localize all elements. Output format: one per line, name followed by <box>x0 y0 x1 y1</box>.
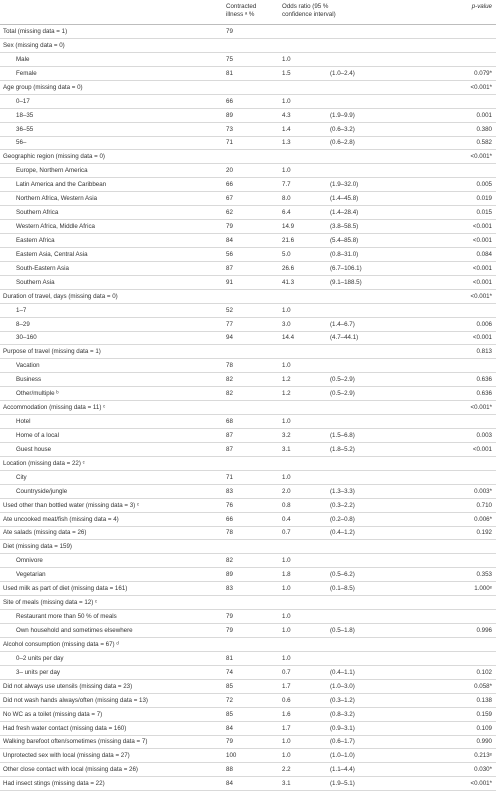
row-confidence-interval: (0.2–0.8) <box>330 515 355 523</box>
row-confidence-interval: (1.4–45.8) <box>330 195 359 203</box>
row-confidence-interval: (0.3–2.2) <box>330 501 355 509</box>
row-percent: 84 <box>226 236 233 244</box>
row-odds-ratio: 0.7 <box>282 529 291 537</box>
row-label: Business <box>16 376 42 384</box>
table-row <box>0 401 496 415</box>
row-confidence-interval: (1.9–9.9) <box>330 111 355 119</box>
row-confidence-interval: (0.3–1.2) <box>330 696 355 704</box>
row-confidence-interval: (9.1–188.5) <box>330 278 362 286</box>
row-percent: 85 <box>226 682 233 690</box>
row-p-value: 0.015 <box>476 209 492 217</box>
table-row <box>0 749 496 763</box>
row-label: Southern Asia <box>16 278 55 286</box>
row-percent: 89 <box>226 571 233 579</box>
row-p-value: 0.003* <box>474 487 492 495</box>
row-percent: 82 <box>226 376 233 384</box>
row-confidence-interval: (0.5–2.9) <box>330 390 355 398</box>
row-label: Walking barefoot often/sometimes (missing data = 7) <box>3 738 148 746</box>
row-percent: 88 <box>226 766 233 774</box>
table-row <box>0 777 496 791</box>
row-odds-ratio: 3.1 <box>282 780 291 788</box>
row-label: Omnivore <box>16 557 43 565</box>
row-label: Site of meals (missing data = 12) ᶜ <box>3 599 98 607</box>
row-odds-ratio: 1.0 <box>282 654 291 662</box>
row-percent: 73 <box>226 125 233 133</box>
row-p-value: <0.001 <box>472 223 492 231</box>
table-row <box>0 25 496 39</box>
table-row <box>0 722 496 736</box>
row-label: Ate uncooked meat/fish (missing data = 4) <box>3 515 119 523</box>
row-percent: 87 <box>226 264 233 272</box>
row-confidence-interval: (0.6–2.8) <box>330 139 355 147</box>
row-confidence-interval: (1.3–3.3) <box>330 487 355 495</box>
row-percent: 85 <box>226 710 233 718</box>
row-label: Age group (missing data = 0) <box>3 83 83 91</box>
row-percent: 66 <box>226 97 233 105</box>
row-label: Countryside/jungle <box>16 487 68 495</box>
table-row <box>0 638 496 652</box>
row-confidence-interval: (0.5–2.9) <box>330 376 355 384</box>
row-label: Alcohol consumption (missing data = 67) ᵈ <box>3 640 119 648</box>
row-odds-ratio: 1.2 <box>282 390 291 398</box>
table-row <box>0 387 496 401</box>
row-confidence-interval: (1.0–1.0) <box>330 752 355 760</box>
table-row <box>0 53 496 67</box>
table-row <box>0 457 496 471</box>
table-row <box>0 763 496 777</box>
row-label: Unprotected sex with local (missing data = 27) <box>3 752 130 760</box>
row-percent: 87 <box>226 445 233 453</box>
row-confidence-interval: (0.5–1.8) <box>330 626 355 634</box>
table-row <box>0 262 496 276</box>
row-odds-ratio: 1.0 <box>282 557 291 565</box>
table-row <box>0 304 496 318</box>
row-percent: 71 <box>226 139 233 147</box>
row-confidence-interval: (1.0–3.0) <box>330 682 355 690</box>
row-percent: 75 <box>226 55 233 63</box>
row-label: Ate salads (missing data = 26) <box>3 529 87 537</box>
row-percent: 81 <box>226 654 233 662</box>
row-odds-ratio: 0.4 <box>282 515 291 523</box>
table-row <box>0 81 496 95</box>
row-p-value: <0.001* <box>470 780 492 788</box>
row-confidence-interval: (0.5–6.2) <box>330 571 355 579</box>
row-confidence-interval: (1.4–28.4) <box>330 209 359 217</box>
row-odds-ratio: 1.0 <box>282 613 291 621</box>
row-p-value: 0.996 <box>476 626 492 634</box>
row-label: Own household and sometimes elsewhere <box>16 626 133 634</box>
row-p-value: 0.213ᵉ <box>474 752 492 760</box>
table-row <box>0 192 496 206</box>
row-odds-ratio: 14.9 <box>282 223 295 231</box>
row-percent: 81 <box>226 69 233 77</box>
row-percent: 84 <box>226 780 233 788</box>
row-label: 3– units per day <box>16 668 61 676</box>
row-label: Guest house <box>16 445 52 453</box>
row-confidence-interval: (1.1–4.4) <box>330 766 355 774</box>
table-row <box>0 596 496 610</box>
table-row <box>0 318 496 332</box>
row-label: Western Africa, Middle Africa <box>16 223 95 231</box>
row-percent: 71 <box>226 473 233 481</box>
row-label: Duration of travel, days (missing data = 0) <box>3 292 118 300</box>
row-odds-ratio: 1.2 <box>282 376 291 384</box>
row-odds-ratio: 2.2 <box>282 766 291 774</box>
row-p-value: <0.001* <box>470 292 492 300</box>
row-odds-ratio: 3.0 <box>282 320 291 328</box>
row-confidence-interval: (0.4–1.2) <box>330 529 355 537</box>
table-row <box>0 359 496 373</box>
row-confidence-interval: (0.9–3.1) <box>330 724 355 732</box>
table-row <box>0 290 496 304</box>
row-label: Eastern Asia, Central Asia <box>16 250 88 258</box>
row-p-value: 0.192 <box>476 529 492 537</box>
row-percent: 87 <box>226 431 233 439</box>
row-percent: 67 <box>226 195 233 203</box>
table-row <box>0 554 496 568</box>
table-header <box>0 0 496 25</box>
row-p-value: 0.380 <box>476 125 492 133</box>
row-confidence-interval: (1.8–5.2) <box>330 445 355 453</box>
table-row <box>0 220 496 234</box>
row-percent: 100 <box>226 752 237 760</box>
row-percent: 74 <box>226 668 233 676</box>
row-percent: 79 <box>226 626 233 634</box>
row-p-value: 0.006 <box>476 320 492 328</box>
row-p-value: 0.003 <box>476 431 492 439</box>
row-p-value: 0.636 <box>476 390 492 398</box>
row-confidence-interval: (0.6–1.7) <box>330 738 355 746</box>
row-label: Had fresh water contact (missing data = 160) <box>3 724 127 732</box>
row-confidence-interval: (0.6–3.2) <box>330 125 355 133</box>
row-odds-ratio: 1.0 <box>282 55 291 63</box>
row-odds-ratio: 7.7 <box>282 181 291 189</box>
row-label: Geographic region (missing data = 0) <box>3 153 105 161</box>
table-row <box>0 582 496 596</box>
row-percent: 84 <box>226 724 233 732</box>
row-label: No WC as a toilet (missing data = 7) <box>3 710 103 718</box>
row-p-value: 0.030* <box>474 766 492 774</box>
row-label: Diet (missing data = 159) <box>3 543 72 551</box>
row-label: Male <box>16 55 30 63</box>
row-label: Used milk as part of diet (missing data = 161) <box>3 585 128 593</box>
table-row <box>0 150 496 164</box>
row-label: Did not always use utensils (missing data = 23) <box>3 682 133 690</box>
row-percent: 20 <box>226 167 233 175</box>
table-row <box>0 485 496 499</box>
row-label: Had insect stings (missing data = 22) <box>3 780 105 788</box>
row-confidence-interval: (6.7–106.1) <box>330 264 362 272</box>
row-percent: 89 <box>226 111 233 119</box>
table-row <box>0 276 496 290</box>
table-row <box>0 735 496 749</box>
row-confidence-interval: (4.7–44.1) <box>330 334 359 342</box>
row-p-value: 0.636 <box>476 376 492 384</box>
row-p-value: 0.813 <box>476 348 492 356</box>
row-percent: 79 <box>226 613 233 621</box>
row-label: 0–17 <box>16 97 30 105</box>
row-odds-ratio: 1.8 <box>282 571 291 579</box>
row-confidence-interval: (0.4–1.1) <box>330 668 355 676</box>
row-label: Accommodation (missing data = 11) ᶜ <box>3 404 106 412</box>
row-label: 56– <box>16 139 27 147</box>
row-p-value: <0.001* <box>470 83 492 91</box>
row-label: Northern Africa, Western Asia <box>16 195 98 203</box>
row-odds-ratio: 0.7 <box>282 668 291 676</box>
row-p-value: 0.582 <box>476 139 492 147</box>
row-percent: 52 <box>226 306 233 314</box>
row-odds-ratio: 21.6 <box>282 236 295 244</box>
row-p-value: 0.079* <box>474 69 492 77</box>
row-odds-ratio: 14.4 <box>282 334 295 342</box>
row-odds-ratio: 1.6 <box>282 710 291 718</box>
row-odds-ratio: 1.7 <box>282 682 291 690</box>
row-p-value: <0.001 <box>472 445 492 453</box>
header-odds-ratio: Odds ratio (95 % confidence interval) <box>282 3 336 18</box>
row-odds-ratio: 6.4 <box>282 209 291 217</box>
row-label: Southern Africa <box>16 209 59 217</box>
table-row <box>0 499 496 513</box>
row-label: 0–2 units per day <box>16 654 64 662</box>
table-row <box>0 345 496 359</box>
table-row <box>0 429 496 443</box>
row-odds-ratio: 5.0 <box>282 250 291 258</box>
table-row <box>0 331 496 345</box>
row-label: Vacation <box>16 362 40 370</box>
row-odds-ratio: 1.4 <box>282 125 291 133</box>
row-odds-ratio: 1.0 <box>282 418 291 426</box>
row-odds-ratio: 1.3 <box>282 139 291 147</box>
table-row <box>0 708 496 722</box>
table-row <box>0 206 496 220</box>
table-row <box>0 373 496 387</box>
row-p-value: 0.990 <box>476 738 492 746</box>
row-label: Sex (missing data = 0) <box>3 41 65 49</box>
row-label: Used other than bottled water (missing data = 3) ᶜ <box>3 501 140 509</box>
row-percent: 56 <box>226 250 233 258</box>
row-label: Other/multiple ᵇ <box>16 390 59 398</box>
row-label: 8–29 <box>16 320 30 328</box>
row-label: Vegetarian <box>16 571 46 579</box>
row-label: South-Eastern Asia <box>16 264 69 272</box>
row-percent: 72 <box>226 696 233 704</box>
row-percent: 66 <box>226 515 233 523</box>
row-odds-ratio: 1.0 <box>282 626 291 634</box>
row-odds-ratio: 0.6 <box>282 696 291 704</box>
row-label: 36–55 <box>16 125 34 133</box>
row-confidence-interval: (1.0–2.4) <box>330 69 355 77</box>
row-odds-ratio: 1.0 <box>282 97 291 105</box>
table-row <box>0 136 496 150</box>
row-odds-ratio: 1.0 <box>282 752 291 760</box>
row-p-value: 0.353 <box>476 571 492 579</box>
table-row <box>0 415 496 429</box>
table-row <box>0 39 496 53</box>
row-p-value: 1.000ᵉ <box>474 585 492 593</box>
row-percent: 83 <box>226 487 233 495</box>
row-label: Did not wash hands always/often (missing data = 13) <box>3 696 148 704</box>
row-percent: 94 <box>226 334 233 342</box>
table-row <box>0 680 496 694</box>
row-odds-ratio: 26.6 <box>282 264 295 272</box>
row-confidence-interval: (1.4–6.7) <box>330 320 355 328</box>
row-odds-ratio: 41.3 <box>282 278 295 286</box>
row-confidence-interval: (1.9–5.1) <box>330 780 355 788</box>
row-percent: 91 <box>226 278 233 286</box>
row-percent: 78 <box>226 529 233 537</box>
row-odds-ratio: 1.0 <box>282 473 291 481</box>
table-row <box>0 67 496 81</box>
row-label: Latin America and the Caribbean <box>16 181 107 189</box>
row-confidence-interval: (0.8–3.2) <box>330 710 355 718</box>
row-label: Eastern Africa <box>16 236 55 244</box>
row-label: Restaurant more than 50 % of meals <box>16 613 117 621</box>
row-p-value: 0.109 <box>476 724 492 732</box>
row-confidence-interval: (1.5–6.8) <box>330 431 355 439</box>
header-p-value: p-value <box>471 3 492 10</box>
row-label: Europe, Northern America <box>16 167 88 175</box>
row-label: 1–7 <box>16 306 27 314</box>
row-percent: 79 <box>226 223 233 231</box>
row-percent: 66 <box>226 181 233 189</box>
row-p-value: <0.001 <box>472 264 492 272</box>
row-label: Female <box>16 69 37 77</box>
row-percent: 77 <box>226 320 233 328</box>
row-percent: 82 <box>226 390 233 398</box>
row-percent: 76 <box>226 501 233 509</box>
row-p-value: <0.001 <box>472 236 492 244</box>
row-odds-ratio: 1.0 <box>282 167 291 175</box>
row-percent: 62 <box>226 209 233 217</box>
row-p-value: 0.138 <box>476 696 492 704</box>
row-odds-ratio: 1.0 <box>282 362 291 370</box>
table-row <box>0 624 496 638</box>
table-row <box>0 526 496 540</box>
row-label: Hotel <box>16 418 31 426</box>
table-row <box>0 568 496 582</box>
row-odds-ratio: 3.1 <box>282 445 291 453</box>
row-odds-ratio: 1.7 <box>282 724 291 732</box>
row-label: Other close contact with local (missing data = 26) <box>3 766 138 774</box>
row-odds-ratio: 4.3 <box>282 111 291 119</box>
row-p-value: 0.001 <box>476 111 492 119</box>
row-confidence-interval: (0.1–8.5) <box>330 585 355 593</box>
row-p-value: 0.058* <box>474 682 492 690</box>
row-p-value: <0.001* <box>470 404 492 412</box>
table-row <box>0 471 496 485</box>
row-label: Location (missing data = 22) ᶜ <box>3 459 85 467</box>
row-percent: 79 <box>226 28 233 35</box>
row-confidence-interval: (3.8–58.5) <box>330 223 359 231</box>
row-p-value: 0.084 <box>476 250 492 258</box>
row-odds-ratio: 0.8 <box>282 501 291 509</box>
row-odds-ratio: 3.2 <box>282 431 291 439</box>
table-row <box>0 652 496 666</box>
row-odds-ratio: 1.0 <box>282 738 291 746</box>
row-odds-ratio: 2.0 <box>282 487 291 495</box>
row-odds-ratio: 1.0 <box>282 585 291 593</box>
row-confidence-interval: (1.9–32.0) <box>330 181 359 189</box>
row-p-value: 0.159 <box>476 710 492 718</box>
table-row <box>0 540 496 554</box>
table-row <box>0 513 496 527</box>
row-percent: 78 <box>226 362 233 370</box>
table-row <box>0 610 496 624</box>
table-row <box>0 666 496 680</box>
row-p-value: <0.001 <box>472 334 492 342</box>
row-p-value: 0.710 <box>476 501 492 509</box>
table-row <box>0 178 496 192</box>
row-percent: 79 <box>226 738 233 746</box>
row-label: City <box>16 473 27 481</box>
row-p-value: 0.102 <box>476 668 492 676</box>
row-p-value: <0.001 <box>472 278 492 286</box>
table-row <box>0 443 496 457</box>
row-label: 30–160 <box>16 334 37 342</box>
row-label: Home of a local <box>16 431 59 439</box>
table-row <box>0 109 496 123</box>
row-odds-ratio: 1.5 <box>282 69 291 77</box>
table-row <box>0 95 496 109</box>
row-p-value: 0.019 <box>476 195 492 203</box>
table-row <box>0 694 496 708</box>
row-odds-ratio: 1.0 <box>282 306 291 314</box>
table-row <box>0 164 496 178</box>
table-row <box>0 234 496 248</box>
row-p-value: <0.001* <box>470 153 492 161</box>
row-p-value: 0.006* <box>474 515 492 523</box>
row-confidence-interval: (5.4–85.8) <box>330 236 359 244</box>
row-percent: 82 <box>226 557 233 565</box>
table-row <box>0 123 496 137</box>
row-confidence-interval: (0.8–31.0) <box>330 250 359 258</box>
header-contracted-illness: Contracted illness ᵃ % <box>226 3 257 18</box>
row-odds-ratio: 8.0 <box>282 195 291 203</box>
row-p-value: 0.005 <box>476 181 492 189</box>
row-percent: 68 <box>226 418 233 426</box>
table-row <box>0 248 496 262</box>
row-percent: 83 <box>226 585 233 593</box>
row-label: Purpose of travel (missing data = 1) <box>3 348 101 356</box>
row-label: Total (missing data = 1) <box>3 28 68 35</box>
row-label: 18–35 <box>16 111 34 119</box>
